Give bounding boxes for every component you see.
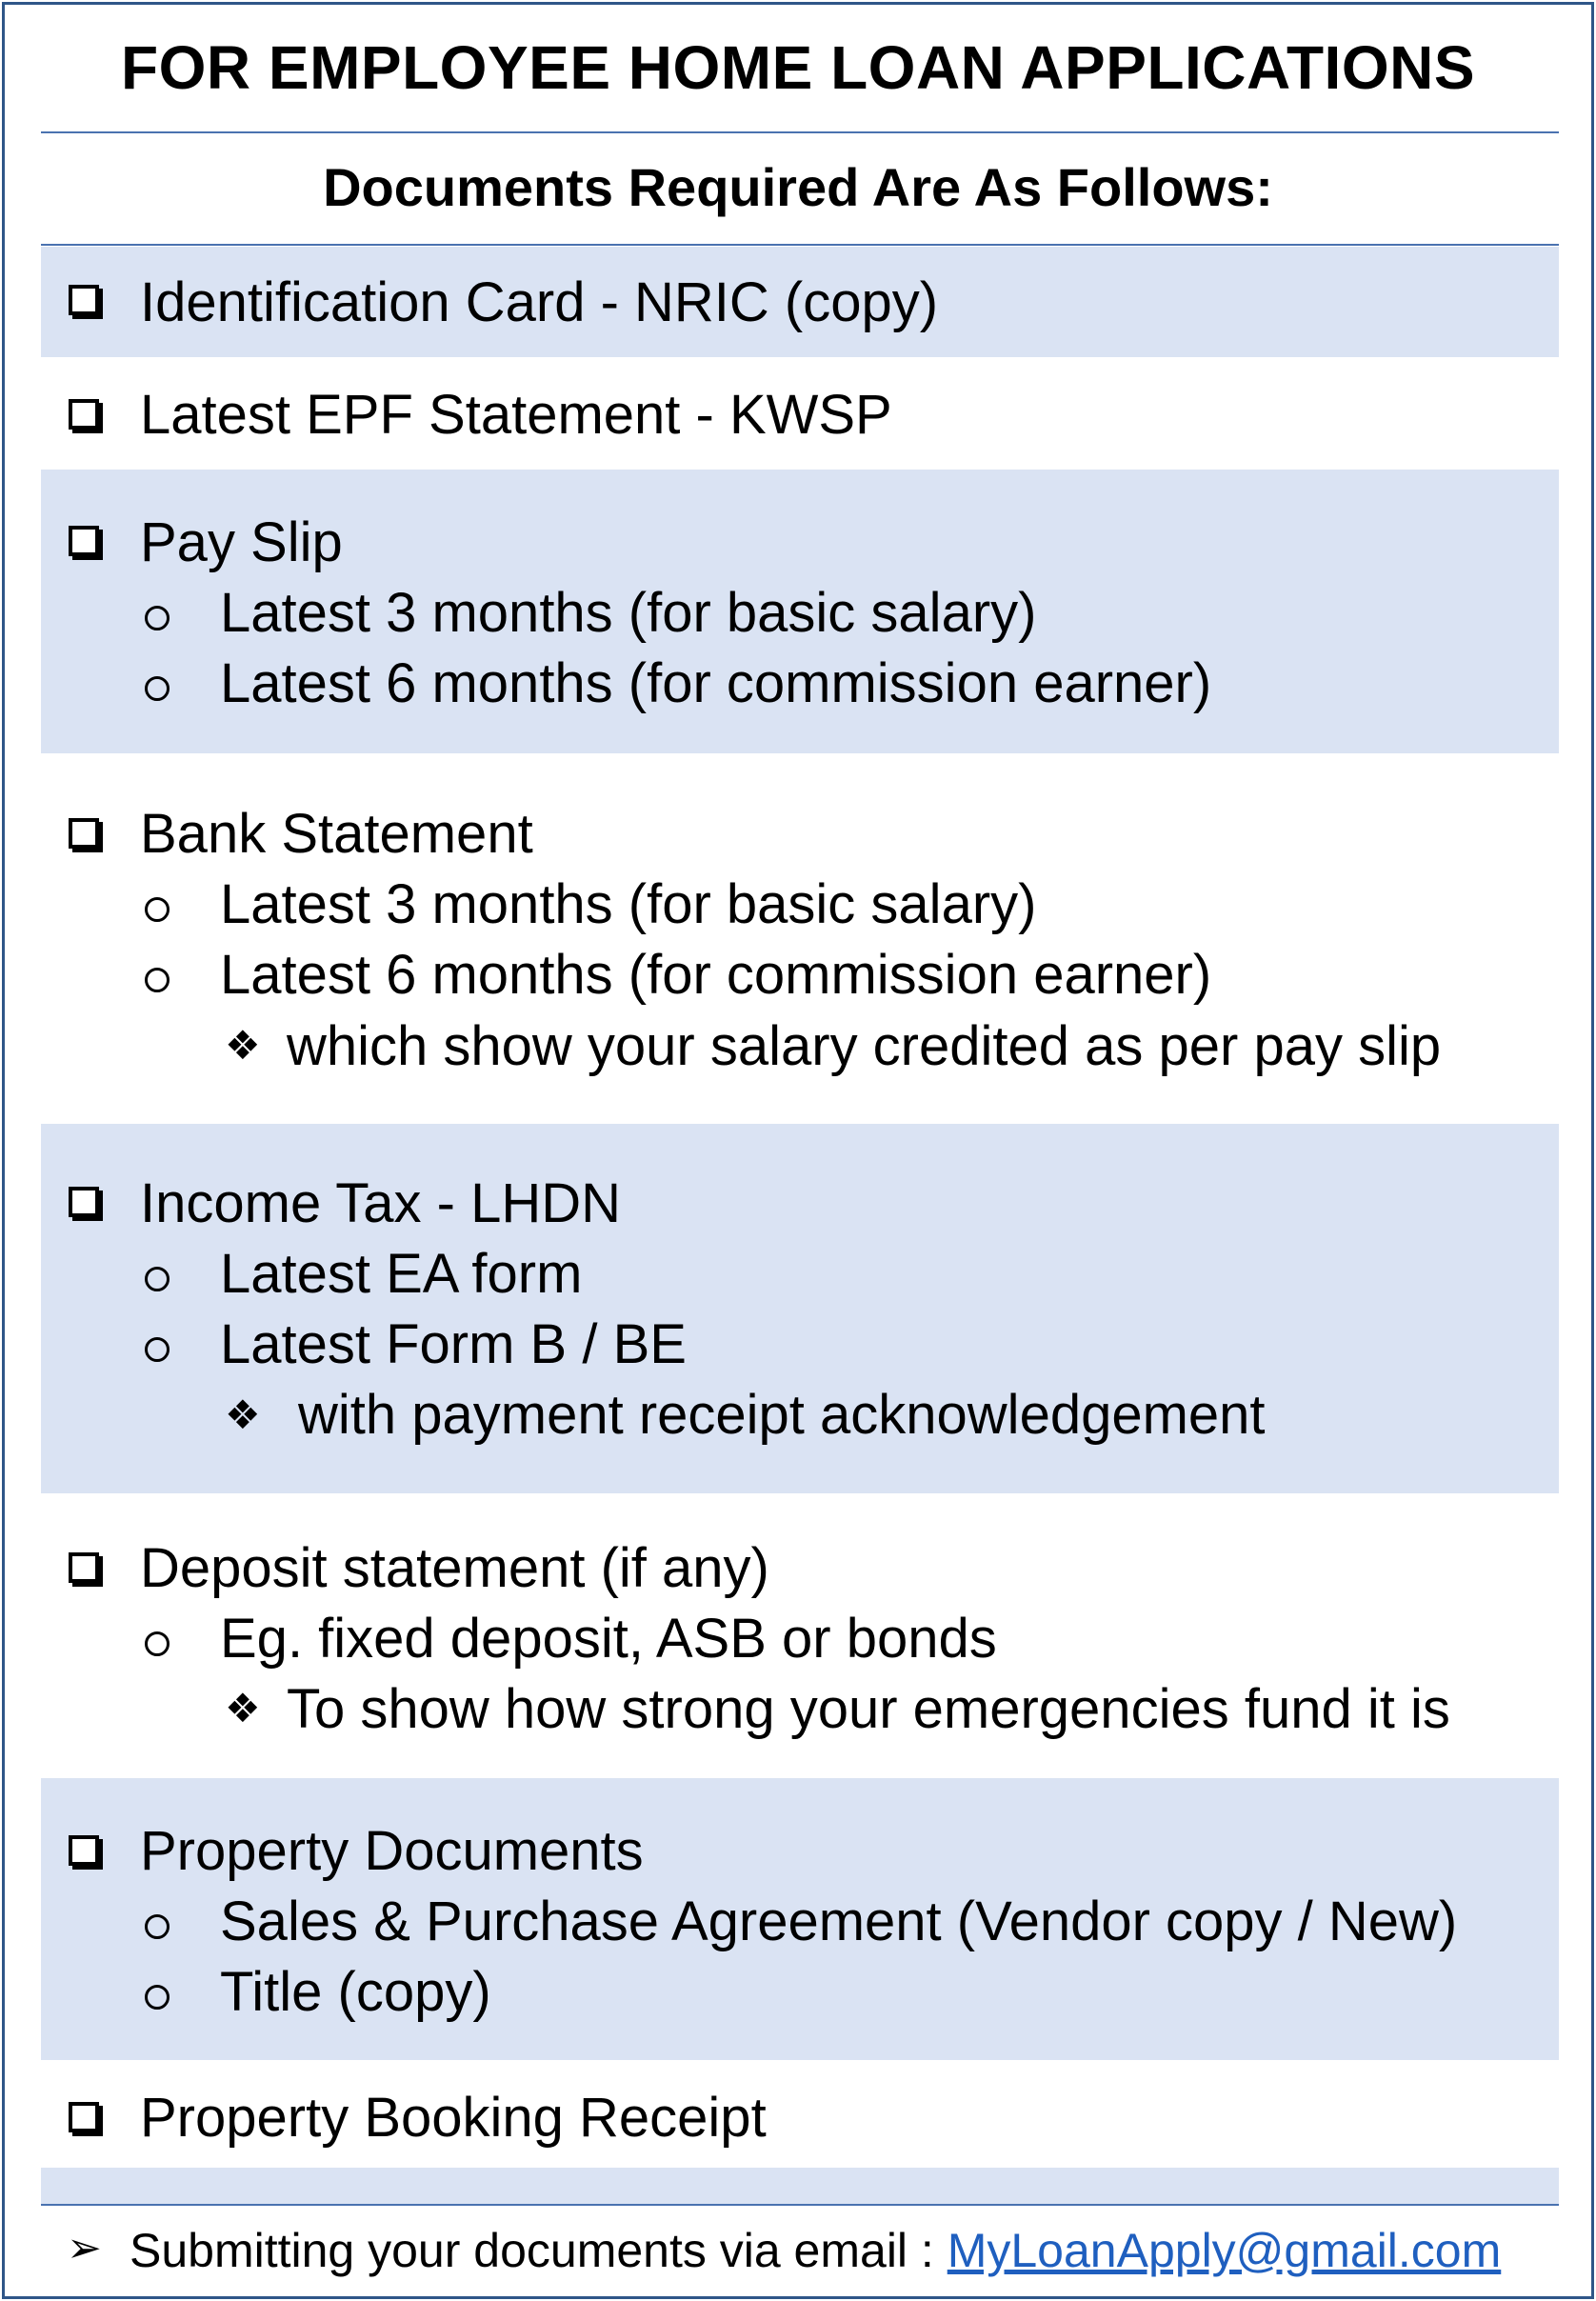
- arrow-bullet-icon: ➢: [67, 2225, 102, 2271]
- item-property-sub1: Sales & Purchase Agreement (Vendor copy / New): [220, 1891, 1458, 1952]
- bullet-icon: [145, 1985, 170, 2010]
- item-bank-sub2: Latest 6 months (for commission earner): [220, 944, 1212, 1006]
- footer-text: Submitting your documents via email :: [130, 2224, 948, 2277]
- bullet-icon: [145, 1337, 170, 1362]
- band-footer-top: [41, 2168, 1559, 2204]
- checkbox-icon: [69, 1187, 99, 1217]
- item-bank-sub1: Latest 3 months (for basic salary): [220, 873, 1037, 935]
- diamond-bullet-icon: ❖: [225, 1392, 261, 1437]
- page-title: FOR EMPLOYEE HOME LOAN APPLICATIONS: [121, 33, 1475, 102]
- item-tax-sub1: Latest EA form: [220, 1243, 583, 1305]
- checkbox-icon: [69, 1552, 99, 1583]
- item-tax: Income Tax - LHDN: [140, 1172, 621, 1234]
- checkbox-icon: [69, 399, 99, 430]
- title-divider: [41, 131, 1559, 133]
- item-tax-note: with payment receipt acknowledgement: [298, 1384, 1266, 1446]
- item-payslip-sub1: Latest 3 months (for basic salary): [220, 582, 1037, 644]
- page-subtitle: Documents Required Are As Follows:: [323, 157, 1273, 217]
- bullet-icon: [145, 968, 170, 992]
- item-property-sub2: Title (copy): [220, 1961, 491, 2023]
- email-link[interactable]: MyLoanApply@gmail.com: [947, 2224, 1502, 2277]
- bullet-icon: [145, 676, 170, 701]
- bullet-icon: [145, 897, 170, 922]
- diamond-bullet-icon: ❖: [225, 1023, 261, 1068]
- item-ic: Identification Card - NRIC (copy): [140, 271, 939, 333]
- item-bank: Bank Statement: [140, 803, 533, 865]
- bullet-icon: [145, 1631, 170, 1656]
- item-deposit: Deposit statement (if any): [140, 1537, 769, 1599]
- checkbox-icon: [69, 1835, 99, 1866]
- item-payslip: Pay Slip: [140, 511, 343, 573]
- bullet-icon: [145, 606, 170, 630]
- subtitle-divider: [41, 244, 1559, 246]
- item-deposit-sub1: Eg. fixed deposit, ASB or bonds: [220, 1608, 997, 1670]
- bullet-icon: [145, 1267, 170, 1291]
- checkbox-icon: [69, 2102, 99, 2132]
- item-property: Property Documents: [140, 1820, 644, 1882]
- checkbox-icon: [69, 818, 99, 849]
- checkbox-icon: [69, 526, 99, 556]
- item-epf: Latest EPF Statement - KWSP: [140, 384, 892, 446]
- footer-divider: [41, 2204, 1559, 2206]
- item-tax-sub2: Latest Form B / BE: [220, 1313, 687, 1375]
- item-bank-note: which show your salary credited as per pay slip: [287, 1015, 1442, 1077]
- bullet-icon: [145, 1914, 170, 1939]
- footer-note: [130, 2223, 1501, 2278]
- item-payslip-sub2: Latest 6 months (for commission earner): [220, 652, 1212, 714]
- diamond-bullet-icon: ❖: [225, 1686, 261, 1731]
- checkbox-icon: [69, 285, 99, 315]
- item-deposit-note: To show how strong your emergencies fund it is: [287, 1678, 1450, 1740]
- item-booking: Property Booking Receipt: [140, 2087, 767, 2149]
